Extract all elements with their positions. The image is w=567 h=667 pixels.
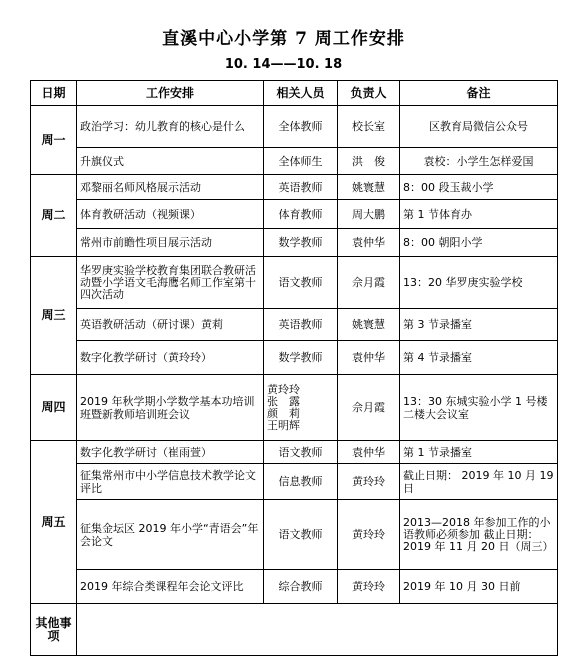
task-cell: 2019 年综合类课程年会论文评比 bbox=[77, 570, 264, 604]
people-cell: 综合教师 bbox=[264, 570, 338, 604]
header-date: 日期 bbox=[31, 81, 77, 106]
people-cell: 语文教师 bbox=[264, 257, 338, 309]
header-note: 备注 bbox=[400, 81, 558, 106]
task-cell: 邓黎丽名师风格展示活动 bbox=[77, 175, 264, 200]
table-row bbox=[31, 229, 558, 257]
people-cell: 数学教师 bbox=[264, 229, 338, 257]
people-cell bbox=[264, 375, 338, 441]
schedule-table bbox=[30, 80, 558, 656]
task-cell: 征集金坛区 2019 年小学“青语会”年会论文 bbox=[77, 500, 264, 570]
people-name: 颜 莉 bbox=[267, 406, 300, 420]
note-cell: 第 1 节体育办 bbox=[400, 200, 558, 229]
table-row bbox=[31, 464, 558, 500]
day-friday: 周五 bbox=[31, 441, 77, 604]
people-cell: 全体师生 bbox=[264, 148, 338, 175]
day-wednesday: 周三 bbox=[31, 257, 77, 375]
task-cell: 常州市前瞻性项目展示活动 bbox=[77, 229, 264, 257]
lead-cell: 佘月霞 bbox=[338, 257, 400, 309]
people-cell: 英语教师 bbox=[264, 309, 338, 341]
people-name: 张 露 bbox=[267, 394, 300, 408]
note-cell: 2013—2018 年参加工作的小语教师必须参加 截止日期：2019 年 11 月 20 日（周三） bbox=[400, 500, 558, 570]
day-monday: 周一 bbox=[31, 106, 77, 175]
lead-cell: 佘月霞 bbox=[338, 375, 400, 441]
table-row bbox=[31, 175, 558, 200]
day-tuesday: 周二 bbox=[31, 175, 77, 257]
note-cell: 13：20 华罗庚实验学校 bbox=[400, 257, 558, 309]
task-cell: 2019 年秋学期小学数学基本功培训班暨新教师培训班会议 bbox=[77, 375, 264, 441]
people-cell: 语文教师 bbox=[264, 500, 338, 570]
day-thursday: 周四 bbox=[31, 375, 77, 441]
day-other: 其他事项 bbox=[31, 604, 77, 656]
table-row bbox=[31, 441, 558, 464]
note-cell: 袁校：小学生怎样爱国 bbox=[400, 148, 558, 175]
lead-cell: 袁仲华 bbox=[338, 229, 400, 257]
table-row bbox=[31, 341, 558, 375]
header-row bbox=[31, 81, 558, 106]
note-cell: 8：00 朝阳小学 bbox=[400, 229, 558, 257]
lead-cell: 姚寰慧 bbox=[338, 309, 400, 341]
table-row bbox=[31, 106, 558, 148]
lead-cell: 黄玲玲 bbox=[338, 500, 400, 570]
other-notes-cell bbox=[77, 604, 558, 656]
note-cell: 截止日期： 2019 年 10 月 19 日 bbox=[400, 464, 558, 500]
table-row bbox=[31, 148, 558, 175]
task-cell: 体育教研活动（视频课） bbox=[77, 200, 264, 229]
table-row bbox=[31, 500, 558, 570]
note-cell: 第 1 节录播室 bbox=[400, 441, 558, 464]
note-cell: 2019 年 10 月 30 日前 bbox=[400, 570, 558, 604]
lead-cell: 洪 俊 bbox=[338, 148, 400, 175]
note-cell: 13：30 东城实验小学 1 号楼二楼大会议室 bbox=[400, 375, 558, 441]
task-cell: 英语教研活动（研讨课）黄莉 bbox=[77, 309, 264, 341]
task-cell: 征集常州市中小学信息技术教学论文评比 bbox=[77, 464, 264, 500]
table-row bbox=[31, 570, 558, 604]
lead-cell: 姚寰慧 bbox=[338, 175, 400, 200]
date-range: 10. 14——10. 18 bbox=[224, 57, 343, 72]
people-cell: 英语教师 bbox=[264, 175, 338, 200]
table-row bbox=[31, 257, 558, 309]
task-cell: 升旗仪式 bbox=[77, 148, 264, 175]
people-name: 王明辉 bbox=[267, 418, 300, 432]
people-cell: 数学教师 bbox=[264, 341, 338, 375]
header-task: 工作安排 bbox=[77, 81, 264, 106]
lead-cell: 校长室 bbox=[338, 106, 400, 148]
lead-cell: 袁仲华 bbox=[338, 341, 400, 375]
page-title: 直溪中心小学第 7 周工作安排 bbox=[162, 29, 405, 49]
task-cell: 数字化教学研讨（黄玲玲） bbox=[77, 341, 264, 375]
table-row bbox=[31, 309, 558, 341]
task-cell: 数字化教学研讨（崔雨萱） bbox=[77, 441, 264, 464]
lead-cell: 周大鹏 bbox=[338, 200, 400, 229]
note-cell: 第 4 节录播室 bbox=[400, 341, 558, 375]
people-cell: 语文教师 bbox=[264, 441, 338, 464]
header-people: 相关人员 bbox=[264, 81, 338, 106]
people-cell: 体育教师 bbox=[264, 200, 338, 229]
people-name: 黄玲玲 bbox=[267, 382, 300, 396]
task-cell: 华罗庚实验学校教育集团联合教研活动暨小学语文毛海鹰名师工作室第十四次活动 bbox=[77, 257, 264, 309]
lead-cell: 黄玲玲 bbox=[338, 570, 400, 604]
people-cell: 信息教师 bbox=[264, 464, 338, 500]
lead-cell: 黄玲玲 bbox=[338, 464, 400, 500]
lead-cell: 袁仲华 bbox=[338, 441, 400, 464]
note-cell: 第 3 节录播室 bbox=[400, 309, 558, 341]
table-row bbox=[31, 604, 558, 656]
task-cell: 政治学习：幼儿教育的核心是什么 bbox=[77, 106, 264, 148]
people-cell: 全体教师 bbox=[264, 106, 338, 148]
table-row bbox=[31, 200, 558, 229]
table-row bbox=[31, 375, 558, 441]
note-cell: 区教育局微信公众号 bbox=[400, 106, 558, 148]
header-lead: 负责人 bbox=[338, 81, 400, 106]
note-cell: 8：00 段玉裁小学 bbox=[400, 175, 558, 200]
